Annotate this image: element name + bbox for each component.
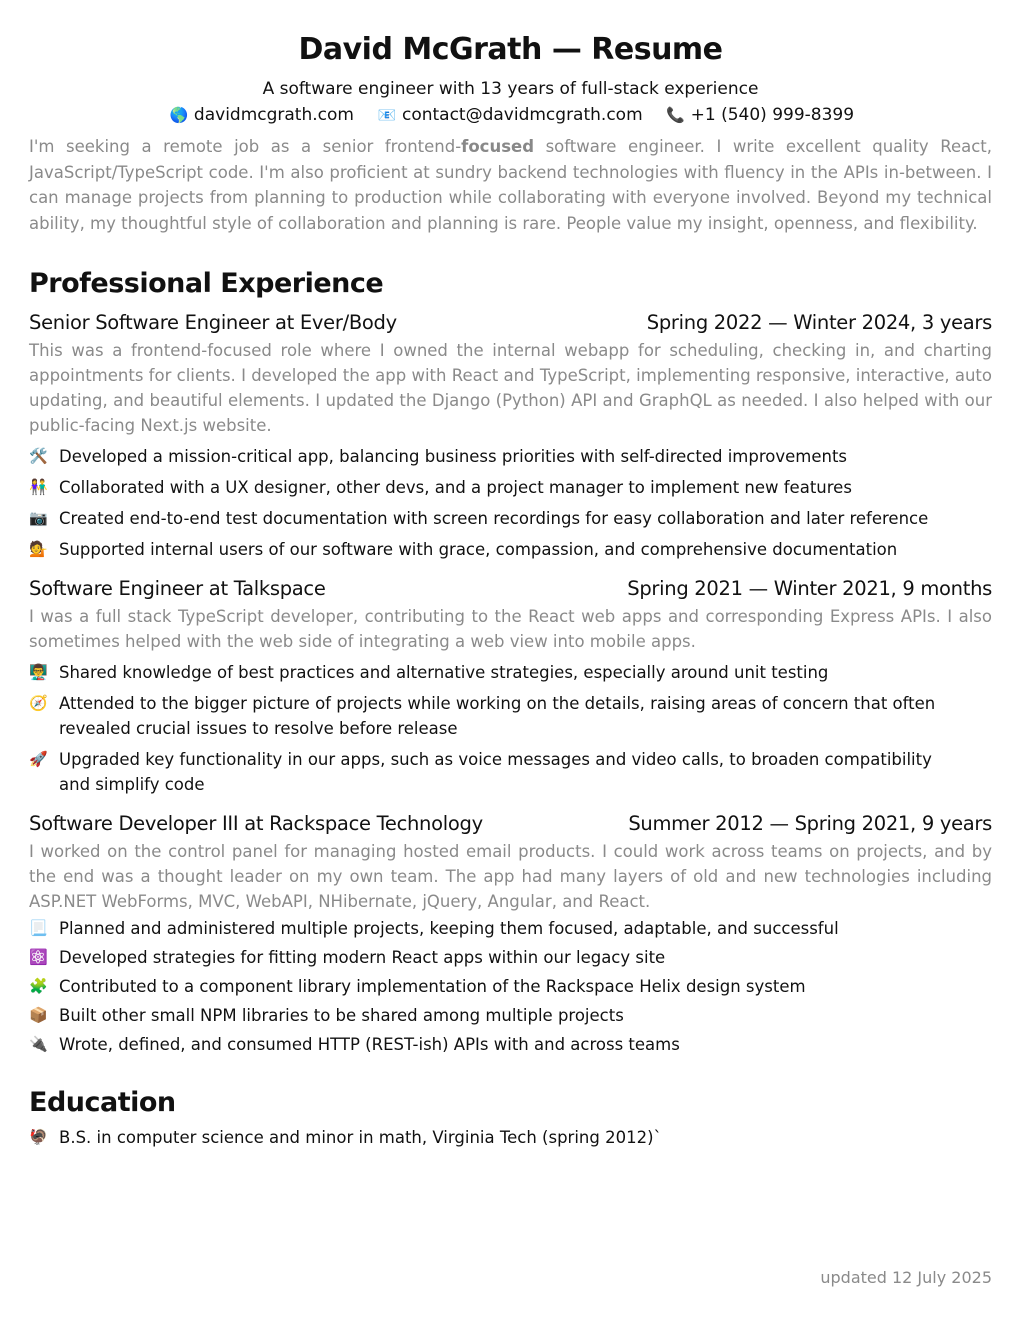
envelope-icon: 📧 xyxy=(377,106,397,124)
list-item xyxy=(29,1032,992,1057)
bullet-text: Built other small NPM libraries to be shared among multiple projects xyxy=(59,1006,624,1025)
updated-date: updated 12 July 2025 xyxy=(820,1268,992,1287)
education-text: B.S. in computer science and minor in math, Virginia Tech (spring 2012)` xyxy=(59,1128,662,1147)
bullet-text: Supported internal users of our software with grace, compassion, and comprehensive documentation xyxy=(59,540,898,559)
job-title: Software Engineer at Talkspace xyxy=(29,577,326,600)
list-item xyxy=(29,747,992,797)
list-item xyxy=(29,1125,992,1150)
list-item xyxy=(29,475,992,500)
compass-icon: 🧭 xyxy=(29,694,48,712)
list-item xyxy=(29,916,992,941)
list-item xyxy=(29,506,992,531)
subtitle: A software engineer with 13 years of full-stack experience xyxy=(262,79,759,99)
list-item xyxy=(29,945,992,970)
email-link[interactable]: contact@davidmcgrath.com xyxy=(401,105,643,125)
bullet-text: Planned and administered multiple projects, keeping them focused, adaptable, and successful xyxy=(59,919,839,938)
list-item xyxy=(29,1003,992,1028)
job-bullets xyxy=(29,660,992,797)
phone-link[interactable]: +1 (540) 999-8399 xyxy=(690,105,855,125)
rocket-icon: 🚀 xyxy=(29,750,48,768)
bullet-text: Developed strategies for fitting modern React apps within our legacy site xyxy=(59,948,666,967)
atom-icon: ⚛️ xyxy=(29,948,48,966)
experience-heading: Professional Experience xyxy=(29,268,384,299)
job-title: Software Developer III at Rackspace Technology xyxy=(29,812,483,835)
list-item xyxy=(29,537,992,562)
intro-emphasis: focused xyxy=(461,137,535,156)
puzzle-piece-icon: 🧩 xyxy=(29,977,48,995)
list-item xyxy=(29,691,992,741)
contact-bar xyxy=(30,102,992,128)
bullet-text: Attended to the bigger picture of projects while working on the details, raising areas of concern that often revealed crucial issues to resolve before release xyxy=(59,694,936,738)
bullet-text: Contributed to a component library implementation of the Rackspace Helix design system xyxy=(59,977,806,996)
bullet-text: Collaborated with a UX designer, other devs, and a project manager to implement new features xyxy=(59,478,852,497)
contact-phone[interactable] xyxy=(665,102,854,128)
phone-icon: 📞 xyxy=(666,106,685,124)
job-entry xyxy=(29,809,992,1057)
bullet-text: Upgraded key functionality in our apps, such as voice messages and video calls, to broaden compatibility and simplify code xyxy=(59,750,932,794)
contact-email[interactable] xyxy=(376,102,643,128)
plug-icon: 🔌 xyxy=(29,1035,48,1053)
job-dates: Spring 2021 — Winter 2021, 9 months xyxy=(627,577,992,600)
job-header xyxy=(29,809,992,839)
package-icon: 📦 xyxy=(29,1006,48,1024)
teacher-icon: 👨‍🏫 xyxy=(29,663,48,681)
job-title: Senior Software Engineer at Ever/Body xyxy=(29,311,397,334)
list-item xyxy=(29,974,992,999)
job-description: This was a frontend-focused role where I owned the internal webapp for scheduling, checking in, and charting appointments for clients. I developed the app with React and TypeScript, implementing responsive, interactive, auto updating, and beautiful elements. I updated the Django (Python) API and GraphQL as needed. I also helped with our public-facing Next.js website. xyxy=(29,341,992,435)
job-bullets xyxy=(29,444,992,562)
job-header xyxy=(29,308,992,338)
resume-page xyxy=(29,28,992,1156)
tools-icon: 🛠️ xyxy=(29,447,48,465)
job-dates: Summer 2012 — Spring 2021, 9 years xyxy=(628,812,992,835)
contact-website[interactable] xyxy=(168,102,354,128)
turkey-icon: 🦃 xyxy=(29,1128,48,1146)
website-link[interactable]: davidmcgrath.com xyxy=(193,105,354,125)
job-header xyxy=(29,574,992,604)
document-icon: 📃 xyxy=(29,919,48,937)
intro-text-start: I'm seeking a remote job as a senior frontend- xyxy=(29,137,462,156)
job-dates: Spring 2022 — Winter 2024, 3 years xyxy=(646,311,992,334)
job-description: I worked on the control panel for managing hosted email products. I could work across teams on projects, and by the end was a thought leader on my own team. The app had many layers of old and new technologies including ASP.NET WebForms, MVC, WebAPI, NHibernate, jQuery, Angular, and React. xyxy=(29,842,992,911)
bullet-text: Created end-to-end test documentation with screen recordings for easy collaboration and later reference xyxy=(59,509,929,528)
camera-icon: 📷 xyxy=(29,509,48,527)
job-entry xyxy=(29,574,992,797)
people-icon: 👫 xyxy=(29,478,48,496)
job-description: I was a full stack TypeScript developer, contributing to the React web apps and corresponding Express APIs. I also sometimes helped with the web side of integrating a web view into mobile apps. xyxy=(29,607,992,651)
helper-person-icon: 💁 xyxy=(29,540,48,558)
education-heading: Education xyxy=(29,1087,176,1118)
bullet-text: Wrote, defined, and consumed HTTP (REST-ish) APIs with and across teams xyxy=(59,1035,680,1054)
job-bullets xyxy=(29,916,992,1057)
intro-paragraph xyxy=(29,134,992,236)
globe-icon: 🌎 xyxy=(169,106,189,124)
bullet-text: Shared knowledge of best practices and alternative strategies, especially around unit testing xyxy=(59,663,829,682)
page-title: David McGrath — Resume xyxy=(298,32,723,67)
list-item xyxy=(29,444,992,469)
intro-text-end: software engineer. I write excellent quality React, JavaScript/TypeScript code. I'm also proficient at sundry backend technologies with fluency in the APIs in-between. I can manage projects from planning to production while collaborating with everyone involved. Beyond my technical ability, my thoughtful style of collaboration and planning is rare. People value my insight, openness, and flexibility. xyxy=(29,137,992,233)
job-entry xyxy=(29,308,992,562)
bullet-text: Developed a mission-critical app, balancing business priorities with self-directed improvements xyxy=(59,447,848,466)
education-list xyxy=(29,1125,992,1150)
list-item xyxy=(29,660,992,685)
